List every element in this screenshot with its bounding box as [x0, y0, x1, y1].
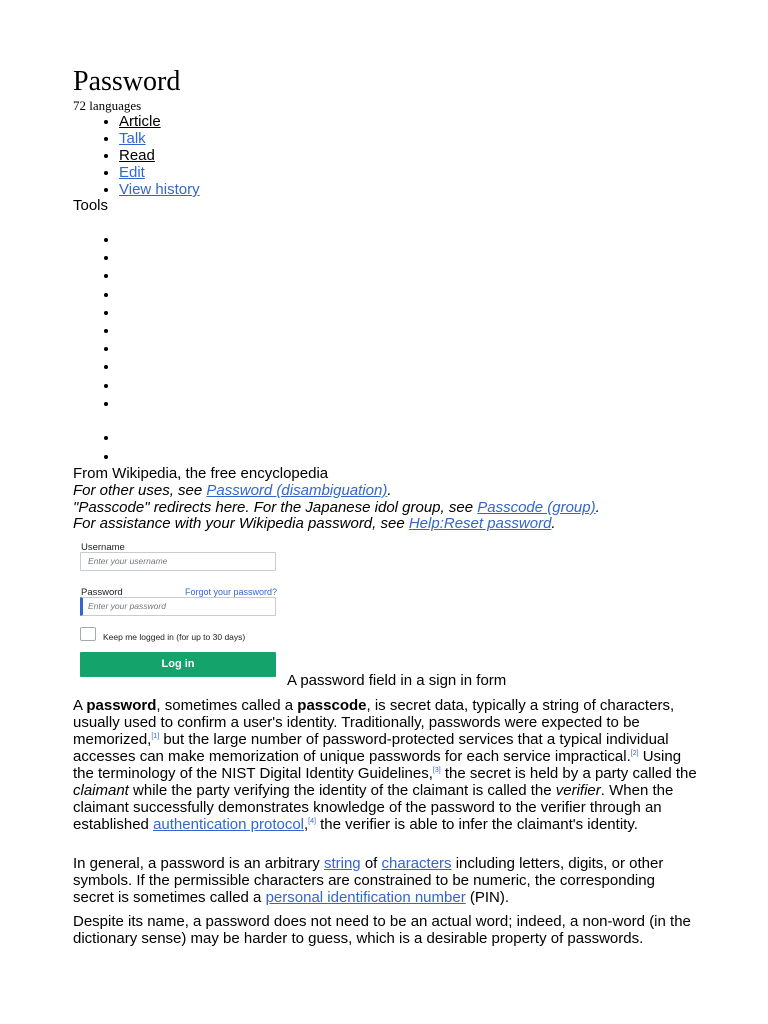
tools-list [73, 231, 119, 413]
password-field: Enter your password [80, 597, 276, 616]
keep-logged-in-checkbox [80, 627, 96, 641]
reference-3[interactable]: [3] [432, 767, 441, 774]
reset-password-link[interactable]: Help:Reset password [408, 515, 552, 532]
reference-1[interactable]: [1] [151, 733, 160, 740]
keep-logged-in-label: Keep me logged in (for up to 30 days) [103, 632, 246, 642]
page-tabs [73, 113, 200, 198]
login-button: Log in [80, 652, 276, 677]
characters-link[interactable]: characters [381, 855, 452, 872]
reference-4[interactable]: [4] [308, 818, 316, 825]
figure-caption: A password field in a sign in form [287, 672, 507, 689]
tools-menu[interactable]: Tools [73, 197, 109, 214]
definition-paragraph: In general, a password is an arbitrary string of characters including letters, digits, or other symbols. If the permissible characters are constrained to be numeric, the corresponding secret is sometimes called a personal identification number (PIN). [73, 855, 664, 906]
tab-talk[interactable]: • Talk [119, 130, 200, 147]
forgot-password-link: Forgot your password? [184, 587, 277, 597]
username-label: Username [81, 542, 125, 553]
authentication-protocol-link[interactable]: authentication protocol [153, 816, 304, 833]
string-link[interactable]: string [323, 855, 361, 872]
site-subtitle: From Wikipedia, the free encyclopedia [73, 465, 329, 482]
tab-article[interactable]: • Article [119, 113, 200, 130]
pin-link[interactable]: personal identification number [265, 889, 466, 906]
tools-list-secondary [73, 429, 119, 467]
languages-button[interactable]: 72 languages [73, 98, 142, 113]
non-word-paragraph: Despite its name, a password does not need to be an actual word; indeed, a non-word (in the dictionary sense) may be harder to guess, which is a desirable property of passwords. [73, 913, 691, 947]
tab-read[interactable]: • Read [119, 147, 200, 164]
passcode-group-link[interactable]: Passcode (group) [477, 498, 596, 516]
username-field: Enter your username [80, 552, 276, 571]
hatnotes [73, 482, 600, 532]
hatnote-disambiguation: For other uses, see Password (disambiguation). [73, 482, 392, 499]
tab-view-history[interactable]: • View history [119, 181, 200, 198]
hatnote-passcode: "Passcode" redirects here. For the Japanese idol group, see Passcode (group). [73, 498, 600, 516]
intro-paragraph: A password, sometimes called a passcode, is secret data, typically a string of characters, usually used to confirm a user's identity. Traditionally, passwords were expected to be memorized,[1] but the large number of password-protected services that a typical individual accesses can make memorization of unique passwords for each service impractical.[2] Using the terminology of the NIST Digital Identity Guidelines,[3] the secret is held by a party called the claimant while the party verifying the identity of the claimant is called the verifier. When the claimant successfully demonstrates knowledge of the password to the verifier through an established authentication protocol,[4] the verifier is able to infer the claimant's identity. [73, 697, 697, 833]
tab-edit[interactable]: • Edit [119, 164, 200, 181]
reference-2[interactable]: [2] [630, 750, 639, 757]
page-title: Password [73, 66, 181, 97]
disambiguation-link[interactable]: Password (disambiguation) [206, 482, 388, 499]
login-form-image [80, 536, 280, 681]
password-label: Password [81, 587, 123, 598]
hatnote-reset: For assistance with your Wikipedia password, see Help:Reset password. [73, 515, 556, 532]
